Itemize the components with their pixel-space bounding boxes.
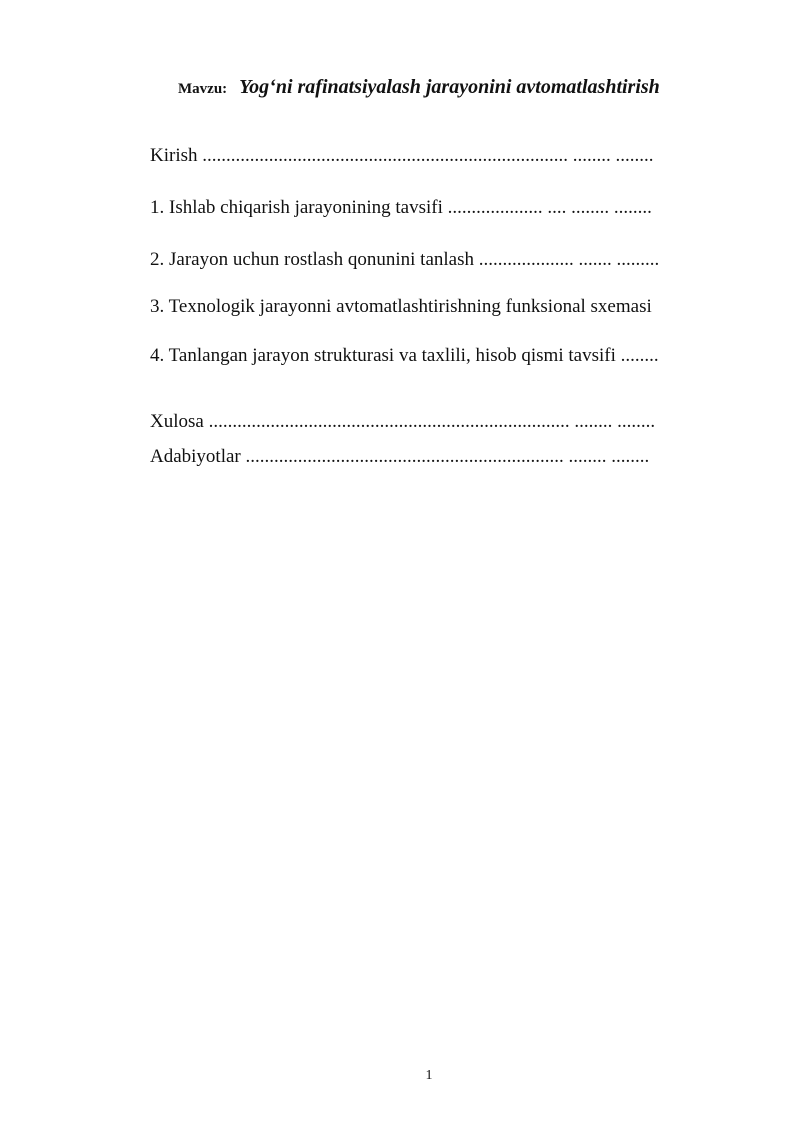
toc-entry-3: 3. Texnologik jarayonni avtomatlashtirishning funksional sxemasi [150, 296, 652, 317]
toc-entry-4: 4. Tanlangan jarayon strukturasi va taxlili, hisob qismi tavsifi ........ [150, 345, 659, 366]
toc-entry-references: Adabiyotlar ................................................................... ........ ........ [150, 446, 650, 467]
title-text: Yog‘ni rafinatsiyalash jarayonini avtomatlashtirish [239, 76, 660, 98]
document-title [178, 76, 660, 99]
page-number: 1 [425, 1068, 433, 1083]
toc-entry-introduction: Kirish ............................................................................. ........ ........ [150, 145, 654, 166]
toc-entry-2: 2. Jarayon uchun rostlash qonunini tanlash .................... ....... ......... [150, 249, 660, 270]
toc-entry-conclusion: Xulosa ............................................................................ ........ ........ [150, 411, 656, 432]
toc-entry-1: 1. Ishlab chiqarish jarayonining tavsifi .................... .... ........ ........ [150, 197, 652, 218]
title-label: Mavzu: [178, 81, 228, 97]
